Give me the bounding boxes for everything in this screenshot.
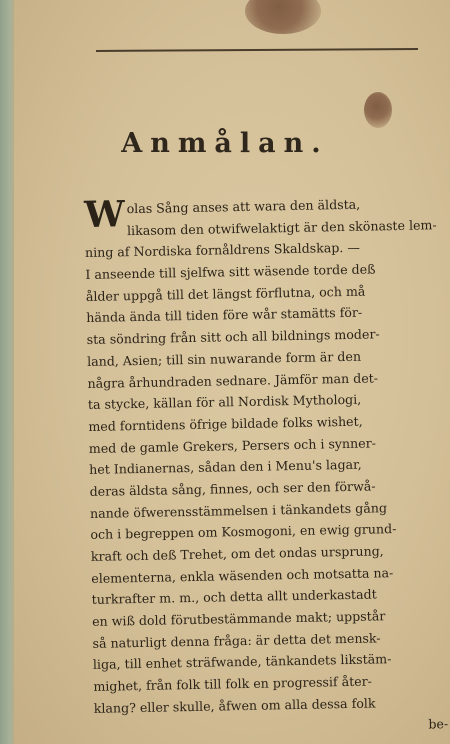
- text-line: I anseende till sjelfwa sitt wäsende torde deß: [85, 261, 376, 283]
- text-line: med de gamle Grekers, Persers och i synner-: [88, 435, 377, 456]
- catchword: be-: [428, 715, 449, 731]
- text-line: hända ända till tiden före wår stamätts för-: [86, 305, 363, 326]
- text-line: ning af Nordiska fornåldrens Skaldskap. —: [84, 240, 361, 261]
- text-line: så naturligt denna fråga: är detta det mensk-: [92, 630, 381, 651]
- text-line: liga, till enhet sträfwande, tänkandets likstäm-: [92, 651, 392, 673]
- text-line: likasom den otwifwelaktigt är den skönaste lem-: [126, 216, 437, 238]
- text-line: ta stycke, källan för all Nordisk Mythologi,: [87, 391, 362, 413]
- page-title: Anmålan.: [121, 128, 329, 159]
- text-line: deras äldsta sång, finnes, och ser den förwå-: [89, 478, 376, 499]
- text-line: och i begreppen om Kosmogoni, en ewig grund-: [90, 521, 397, 543]
- drop-cap: W: [83, 193, 126, 236]
- text-line: mighet, från folk till folk en progressif åter-: [93, 673, 373, 695]
- text-line: en wiß dold förutbestämmande makt; uppstår: [91, 608, 386, 629]
- text-line: land, Asien; till sin nuwarande form är den: [86, 348, 362, 369]
- text-line: med forntidens öfrige bildade folks wishet,: [88, 413, 363, 434]
- text-line: elementerna, enkla wäsenden och motsatta na-: [91, 564, 394, 586]
- text-line-content: olas Sång anses att wara den äldsta,: [126, 196, 361, 217]
- text-line: nande öfwerensstämmelsen i tänkandets gång: [89, 499, 388, 521]
- text-line: turkrafter m. m., och detta allt underkastadt: [91, 586, 377, 608]
- text-line: sta söndring från sitt och all bildnings moder-: [86, 326, 380, 348]
- text-line: het Indianernas, sådan den i Menu's lagar,: [89, 456, 362, 478]
- text-line: klang? eller skulle, åfwen om alla dessa folk: [93, 695, 376, 716]
- text-line: kraft och deß Trehet, om det ondas ursprung,: [90, 543, 384, 564]
- body-text: [84, 192, 450, 741]
- ink-stain: [364, 92, 392, 128]
- text-line: ålder uppgå till det längst förflutna, och må: [85, 283, 366, 304]
- text-line: några århundraden sednare. Jämför man det-: [87, 369, 379, 391]
